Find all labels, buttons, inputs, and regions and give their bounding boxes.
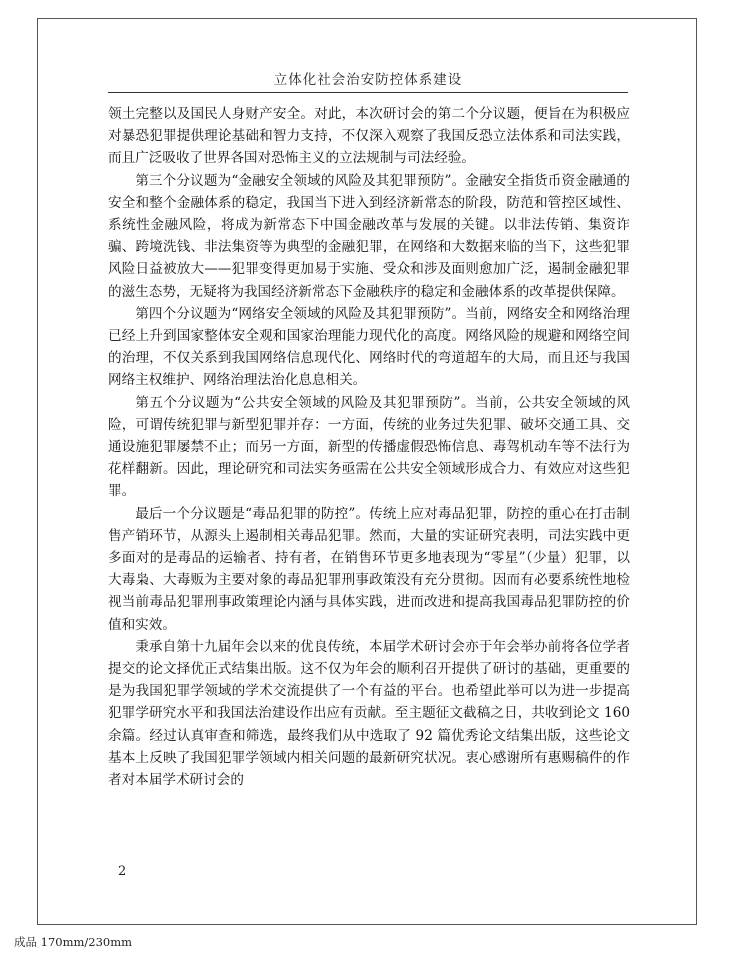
page-number: 2	[118, 864, 127, 879]
paragraph: 第五个分议题为“公共安全领域的风险及其犯罪预防”。当前，公共安全领域的风险，可谓传统犯罪与新型犯罪并存：一方面，传统的业务过失犯罪、破坏交通工具、交通设施犯罪屡禁不止；而另一方面，新型的传播虚假恐怖信息、毒驾机动车等不法行为花样翻新。因此，理论研究和司法实务亟需在公共安全领域形成合力、有效应对这些犯罪。	[108, 394, 630, 500]
paragraph: 秉承自第十九届年会以来的优良传统，本届学术研讨会亦于年会举办前将各位学者提交的论文择优正式结集出版。这不仅为年会的顺利召开提供了研讨的基础，更重要的是为我国犯罪学领域的学术交流提供了一个有益的平台。也希望此举可以为进一步提高犯罪学研究水平和我国法治建设作出应有贡献。至主题征文截稿之日，共收到论文 160 余篇。经过认真审查和筛选，最终我们从中选取了 92 篇优秀论文结集出版，这些论文基本上反映了我国犯罪学领域内相关问题的最新研究状况。衷心感谢所有惠赐稿件的作者对本届学术研讨会的	[108, 638, 630, 789]
body-text	[108, 103, 630, 791]
paragraph: 第四个分议题为“网络安全领域的风险及其犯罪预防”。当前，网络安全和网络治理已经上升到国家整体安全观和国家治理能力现代化的高度。网络风险的规避和网络空间的治理，不仅关系到我国网络信息现代化、网络时代的弯道超车的大局，而且还与我国网络主权维护、网络治理法治化息息相关。	[108, 305, 630, 389]
paragraph: 第三个分议题为“金融安全领域的风险及其犯罪预防”。金融安全指货币资金融通的安全和整个金融体系的稳定，我国当下进入到经济新常态的阶段，防范和管控区域性、系统性金融风险，将成为新常态下中国金融改革与发展的关键。以非法传销、集资诈骗、跨境洗钱、非法集资等为典型的金融犯罪，在网络和大数据来临的当下，这些犯罪风险日益被放大——犯罪变得更加易于实施、受众和涉及面则愈加广泛，遏制金融犯罪的滋生态势，无疑将为我国经济新常态下金融秩序的稳定和金融体系的改革提供保障。	[108, 172, 630, 300]
paragraph: 领土完整以及国民人身财产安全。对此，本次研讨会的第二个分议题，便旨在为积极应对暴恐犯罪提供理论基础和智力支持，不仅深入观察了我国反恐立法体系和司法实践，而且广泛吸收了世界各国对恐怖主义的立法规制与司法经验。	[108, 106, 630, 167]
trim-size-note: 成品 170mm/230mm	[14, 935, 133, 949]
running-head: 立体化社会治安防控体系建设	[273, 72, 463, 88]
header-rule	[108, 92, 628, 93]
paragraph: 最后一个分议题是“毒品犯罪的防控”。传统上应对毒品犯罪，防控的重心在打击制售产销环节，从源头上遏制相关毒品犯罪。然而，大量的实证研究表明，司法实践中更多面对的是毒品的运输者、持有者，在销售环节更多地表现为“零星”（少量）犯罪，以大毒枭、大毒贩为主要对象的毒品犯罪刑事政策没有充分贯彻。因而有必要系统性地检视当前毒品犯罪刑事政策理论内涵与具体实践，进而改进和提高我国毒品犯罪防控的价值和实效。	[108, 505, 630, 633]
